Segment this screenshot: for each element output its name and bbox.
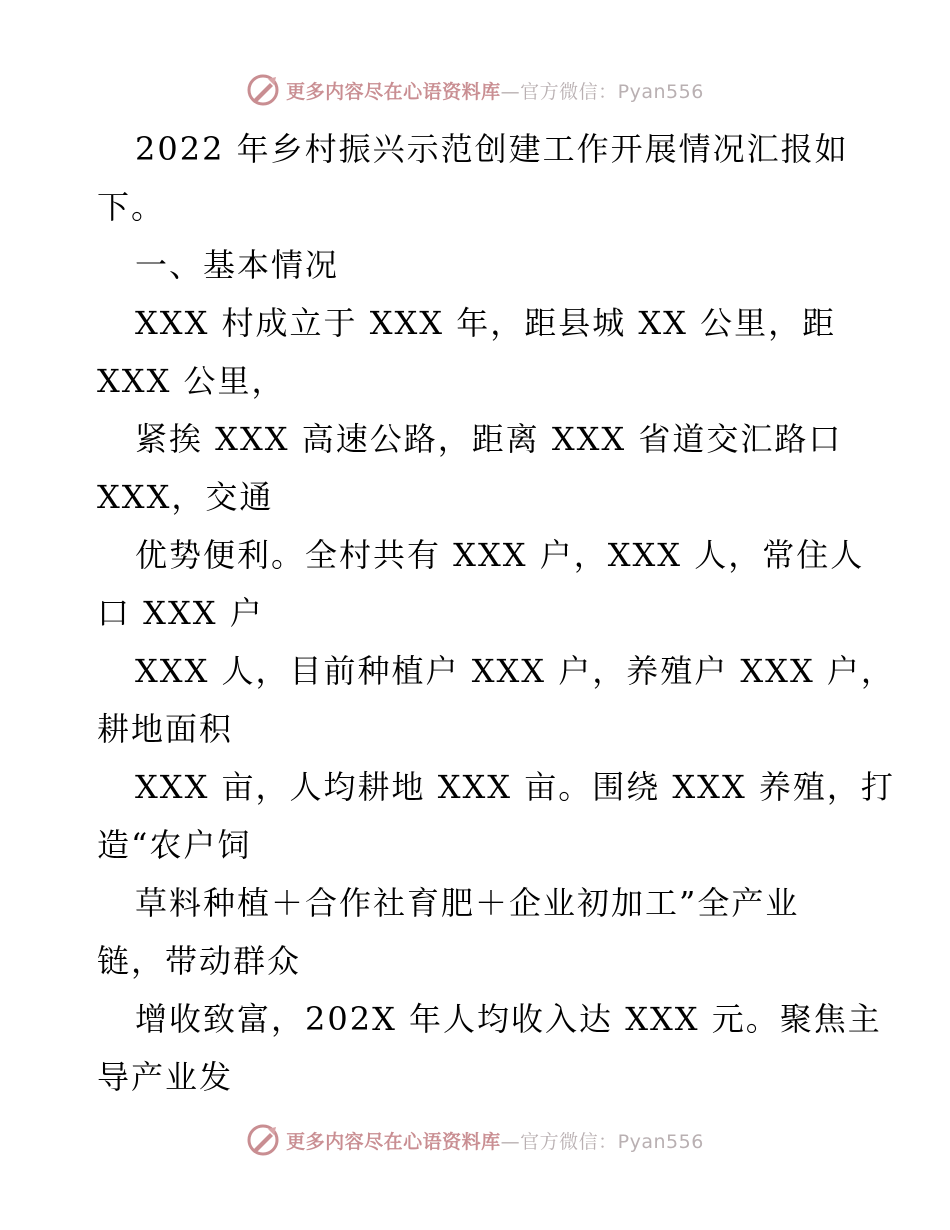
- paragraph-line: 一、基本情况: [135, 246, 340, 284]
- paragraph-line: 链，带动群众: [97, 942, 302, 980]
- paragraph-line: 2022 年乡村振兴示范创建工作开展情况汇报如: [135, 130, 849, 168]
- paragraph-line: XXX 公里，: [97, 362, 286, 400]
- paragraph-line: XXX 人，目前种植户 XXX 户，养殖户 XXX 户，: [135, 652, 895, 690]
- paragraph-line: XXX 亩，人均耕地 XXX 亩。围绕 XXX 养殖，打: [135, 768, 895, 806]
- paragraph-line: 紧挨 XXX 高速公路，距离 XXX 省道交汇路口: [135, 420, 843, 458]
- paragraph-line: 耕地面积: [97, 710, 234, 748]
- banner-text: 更多内容尽在心语资料库—官方微信：Pyan556: [286, 1130, 704, 1153]
- paragraph-line: 增收致富，202X 年人均收入达 XXX 元。聚焦主: [135, 1000, 882, 1038]
- document-body: [97, 120, 895, 1106]
- paragraph-line: 造“农户饲: [97, 826, 252, 864]
- paragraph-line: 口 XXX 户: [97, 594, 264, 632]
- paragraph-line: 优势便利。全村共有 XXX 户，XXX 人，常住人: [135, 536, 865, 574]
- paragraph-line: 下。: [97, 188, 166, 226]
- header-banner: [0, 70, 950, 110]
- paragraph-line: 导产业发: [97, 1058, 234, 1096]
- paragraph-line: 草料种植＋合作社育肥＋企业初加工”全产业: [135, 884, 800, 922]
- banner-text: 更多内容尽在心语资料库—官方微信：Pyan556: [286, 80, 704, 103]
- quill-logo-icon: [246, 1123, 280, 1157]
- paragraph-line: XXX，交通: [97, 478, 274, 516]
- quill-logo-icon: [246, 73, 280, 107]
- footer-banner: [0, 1120, 950, 1160]
- paragraph-line: XXX 村成立于 XXX 年，距县城 XX 公里，距: [135, 304, 837, 342]
